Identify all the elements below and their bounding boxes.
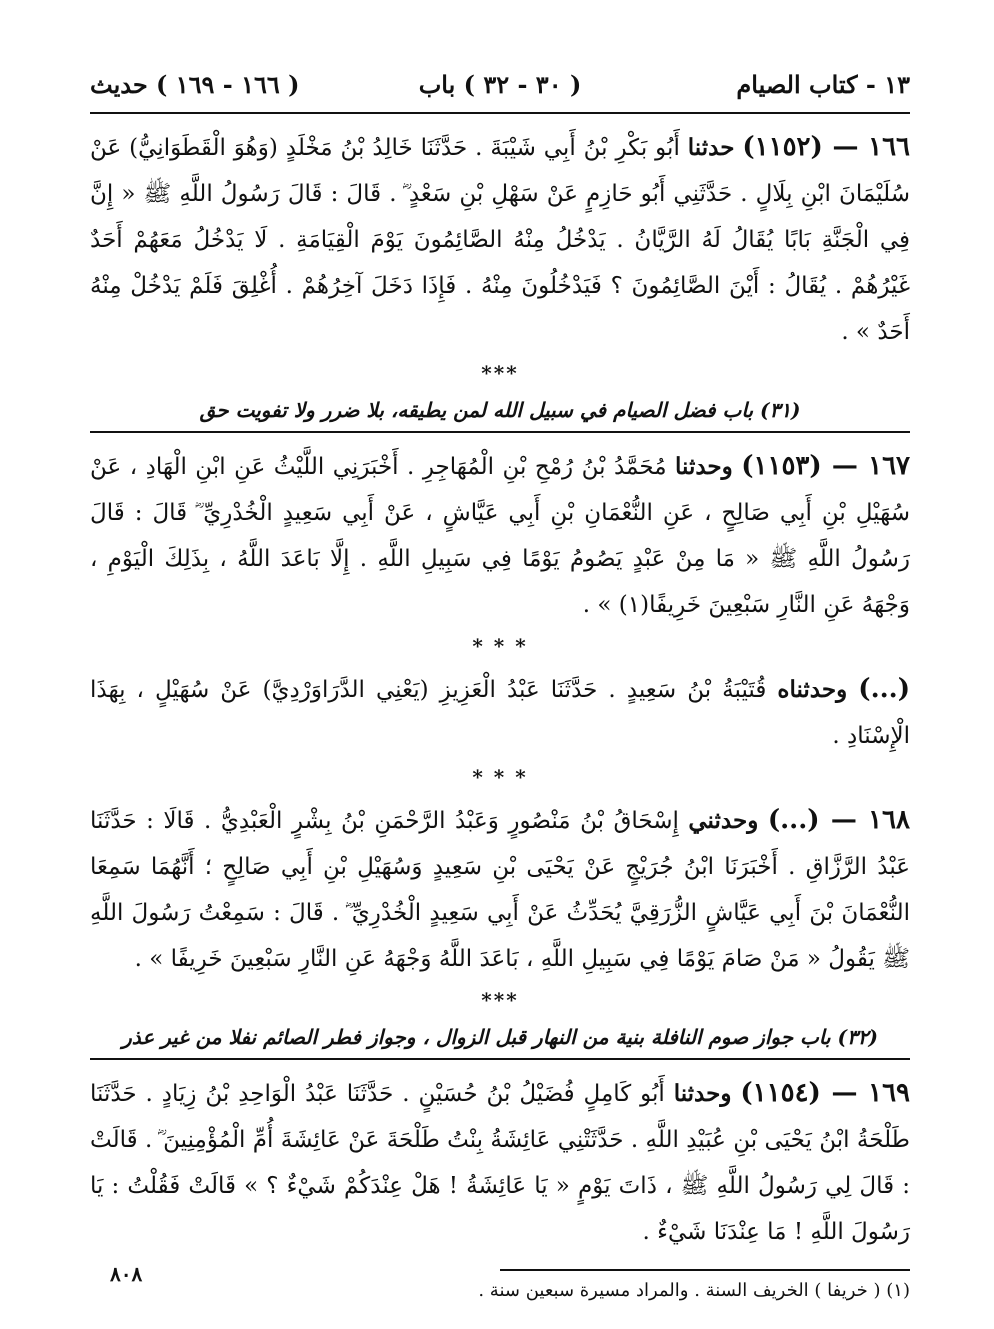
chapter-heading-31: (٣١) باب فضل الصيام في سبيل الله لمن يطيقه، بلا ضرر ولا تفويت حق xyxy=(90,395,910,433)
hadith-number: (...) xyxy=(858,674,911,704)
separator-stars: *** xyxy=(481,361,519,385)
page-number: ٨٠٨ xyxy=(110,1262,143,1286)
chapter-range-header: ( ٣٠ - ٣٢ ) باب xyxy=(418,70,582,99)
separator-stars: *** xyxy=(481,988,519,1012)
hadith-lead-word: وحدثنا xyxy=(675,453,733,480)
hadith-167 xyxy=(90,443,910,628)
hadith-number: ١٦٨ — (...) xyxy=(767,805,910,835)
hadith-lead-word: حدثنا xyxy=(687,134,735,161)
hadith-range-header: ( ١٦٦ - ١٦٩ ) حديث xyxy=(90,70,300,99)
hadith-168 xyxy=(90,797,910,982)
hadith-number: ١٦٩ — (١١٥٤) xyxy=(740,1078,911,1108)
hadith-lead-word: وحدثناه xyxy=(777,676,848,703)
hadith-number: ١٦٧ — (١١٥٣) xyxy=(741,451,911,481)
hadith-lead-word: وحدثنا xyxy=(673,1080,732,1107)
hadith-text: أَبُو بَكْرِ بْنُ أَبِي شَيْبَةَ . حَدَّثَنَا خَالِدُ بْنُ مَخْلَدٍ (وَهُوَ الْقَطَوَانِيُّ) عَنْ سُلَيْمَانَ ابْنِ بِلَالٍ . حَدَّثَنِي أَبُو حَازِمٍ عَنْ سَهْلِ بْنِ سَعْدٍ ؓ . قَالَ : قَالَ رَسُولُ اللَّهِ ﷺ « إِنَّ فِي الْجَنَّةِ بَابًا يُقَالُ لَهُ الرَّيَّانُ . يَدْخُلُ مِنْهُ الصَّائِمُونَ يَوْمَ الْقِيَامَةِ . لَا يَدْخُلُ مَعَهُمْ أَحَدٌ غَيْرُهُمْ . يُقَالُ : أَيْنَ الصَّائِمُونَ ؟ فَيَدْخُلُونَ مِنْهُ . فَإِذَا دَخَلَ آخِرُهُمْ . أُغْلِقَ فَلَمْ يَدْخُلْ مِنْهُ أَحَدٌ » . xyxy=(90,135,910,345)
hadith-166 xyxy=(90,124,910,355)
footnote: (١) ( خريفا ) الخريف السنة . والمراد مسيرة سبعين سنة . xyxy=(478,1280,910,1301)
hadith-lead-word: وحدثني xyxy=(688,807,759,834)
hadith-text: إِسْحَاقُ بْنُ مَنْصُورٍ وَعَبْدُ الرَّحْمَنِ بْنُ بِشْرٍ الْعَبْدِيُّ . قَالَا : حَدَّثَنَا عَبْدُ الرَّزَّاقِ . أَخْبَرَنَا ابْنُ جُرَيْجٍ عَنْ يَحْيَى بْنِ سَعِيدٍ وَسُهَيْلِ بْنِ أَبِي صَالِحٍ ؛ أَنَّهُمَا سَمِعَا النُّعْمَانَ بْنَ أَبِي عَيَّاشٍ الزُّرَقِيَّ يُحَدِّثُ عَنْ أَبِي سَعِيدٍ الْخُدْرِيِّ ؓ . قَالَ : سَمِعْتُ رَسُولَ اللَّهِ ﷺ يَقُولُ « مَنْ صَامَ يَوْمًا فِي سَبِيلِ اللَّهِ ، بَاعَدَ اللَّهُ وَجْهَهُ عَنِ النَّارِ سَبْعِينَ خَرِيفًا » . xyxy=(90,808,910,972)
separator-stars: * * * xyxy=(472,634,528,658)
separator-stars: * * * xyxy=(472,765,528,789)
book-title-header: ١٣ - كتاب الصيام xyxy=(736,70,910,99)
hadith-169 xyxy=(90,1070,910,1255)
hadith-text: أَبُو كَامِلٍ فُضَيْلُ بْنُ حُسَيْنٍ . حَدَّثَنَا عَبْدُ الْوَاحِدِ بْنُ زِيَادٍ . حَدَّثَنَا طَلْحَةُ ابْنُ يَحْيَى بْنِ عُبَيْدِ اللَّهِ . حَدَّثَتْنِي عَائِشَةُ بِنْتُ طَلْحَةَ عَنْ عَائِشَةَ أُمِّ الْمُؤْمِنِينَ ؓ . قَالَتْ : قَالَ لِي رَسُولُ اللَّهِ ﷺ ، ذَاتَ يَوْمٍ « يَا عَائِشَةُ ! هَلْ عِنْدَكُمْ شَيْءٌ ؟ » قَالَتْ فَقُلْتُ : يَا رَسُولَ اللَّهِ ! مَا عِنْدَنَا شَيْءٌ . xyxy=(90,1081,910,1245)
hadith-text: قُتَيْبَةُ بْنُ سَعِيدٍ . حَدَّثَنَا عَبْدُ الْعَزِيزِ (يَعْنِي الدَّرَاوَرْدِيَّ) عَنْ سُهَيْلٍ ، بِهَذَا الْإِسْنَادِ . xyxy=(90,677,910,749)
chapter-heading-32: (٣٢) باب جواز صوم النافلة بنية من النهار قبل الزوال ، وجواز فطر الصائم نفلا من غير عذر xyxy=(90,1022,910,1060)
page xyxy=(90,60,910,1307)
running-header xyxy=(90,60,910,114)
hadith-167-variant xyxy=(90,666,910,759)
hadith-number: ١٦٦ — (١١٥٢) xyxy=(742,132,911,162)
footnote-divider xyxy=(500,1269,910,1271)
hadith-text: مُحَمَّدُ بْنُ رُمْحِ بْنِ الْمُهَاجِرِ . أَخْبَرَنِي اللَّيْثُ عَنِ ابْنِ الْهَادِ ، عَنْ سُهَيْلِ بْنِ أَبِي صَالِحٍ ، عَنِ النُّعْمَانِ بْنِ أَبِي عَيَّاشٍ ، عَنْ أَبِي سَعِيدٍ الْخُدْرِيِّ ؓ قَالَ : قَالَ رَسُولُ اللَّهِ ﷺ « مَا مِنْ عَبْدٍ يَصُومُ يَوْمًا فِي سَبِيلِ اللَّهِ . إِلَّا بَاعَدَ اللَّهُ ، بِذَلِكَ الْيَوْمِ ، وَجْهَهُ عَنِ النَّارِ سَبْعِينَ خَرِيفًا(١) » . xyxy=(90,454,910,618)
